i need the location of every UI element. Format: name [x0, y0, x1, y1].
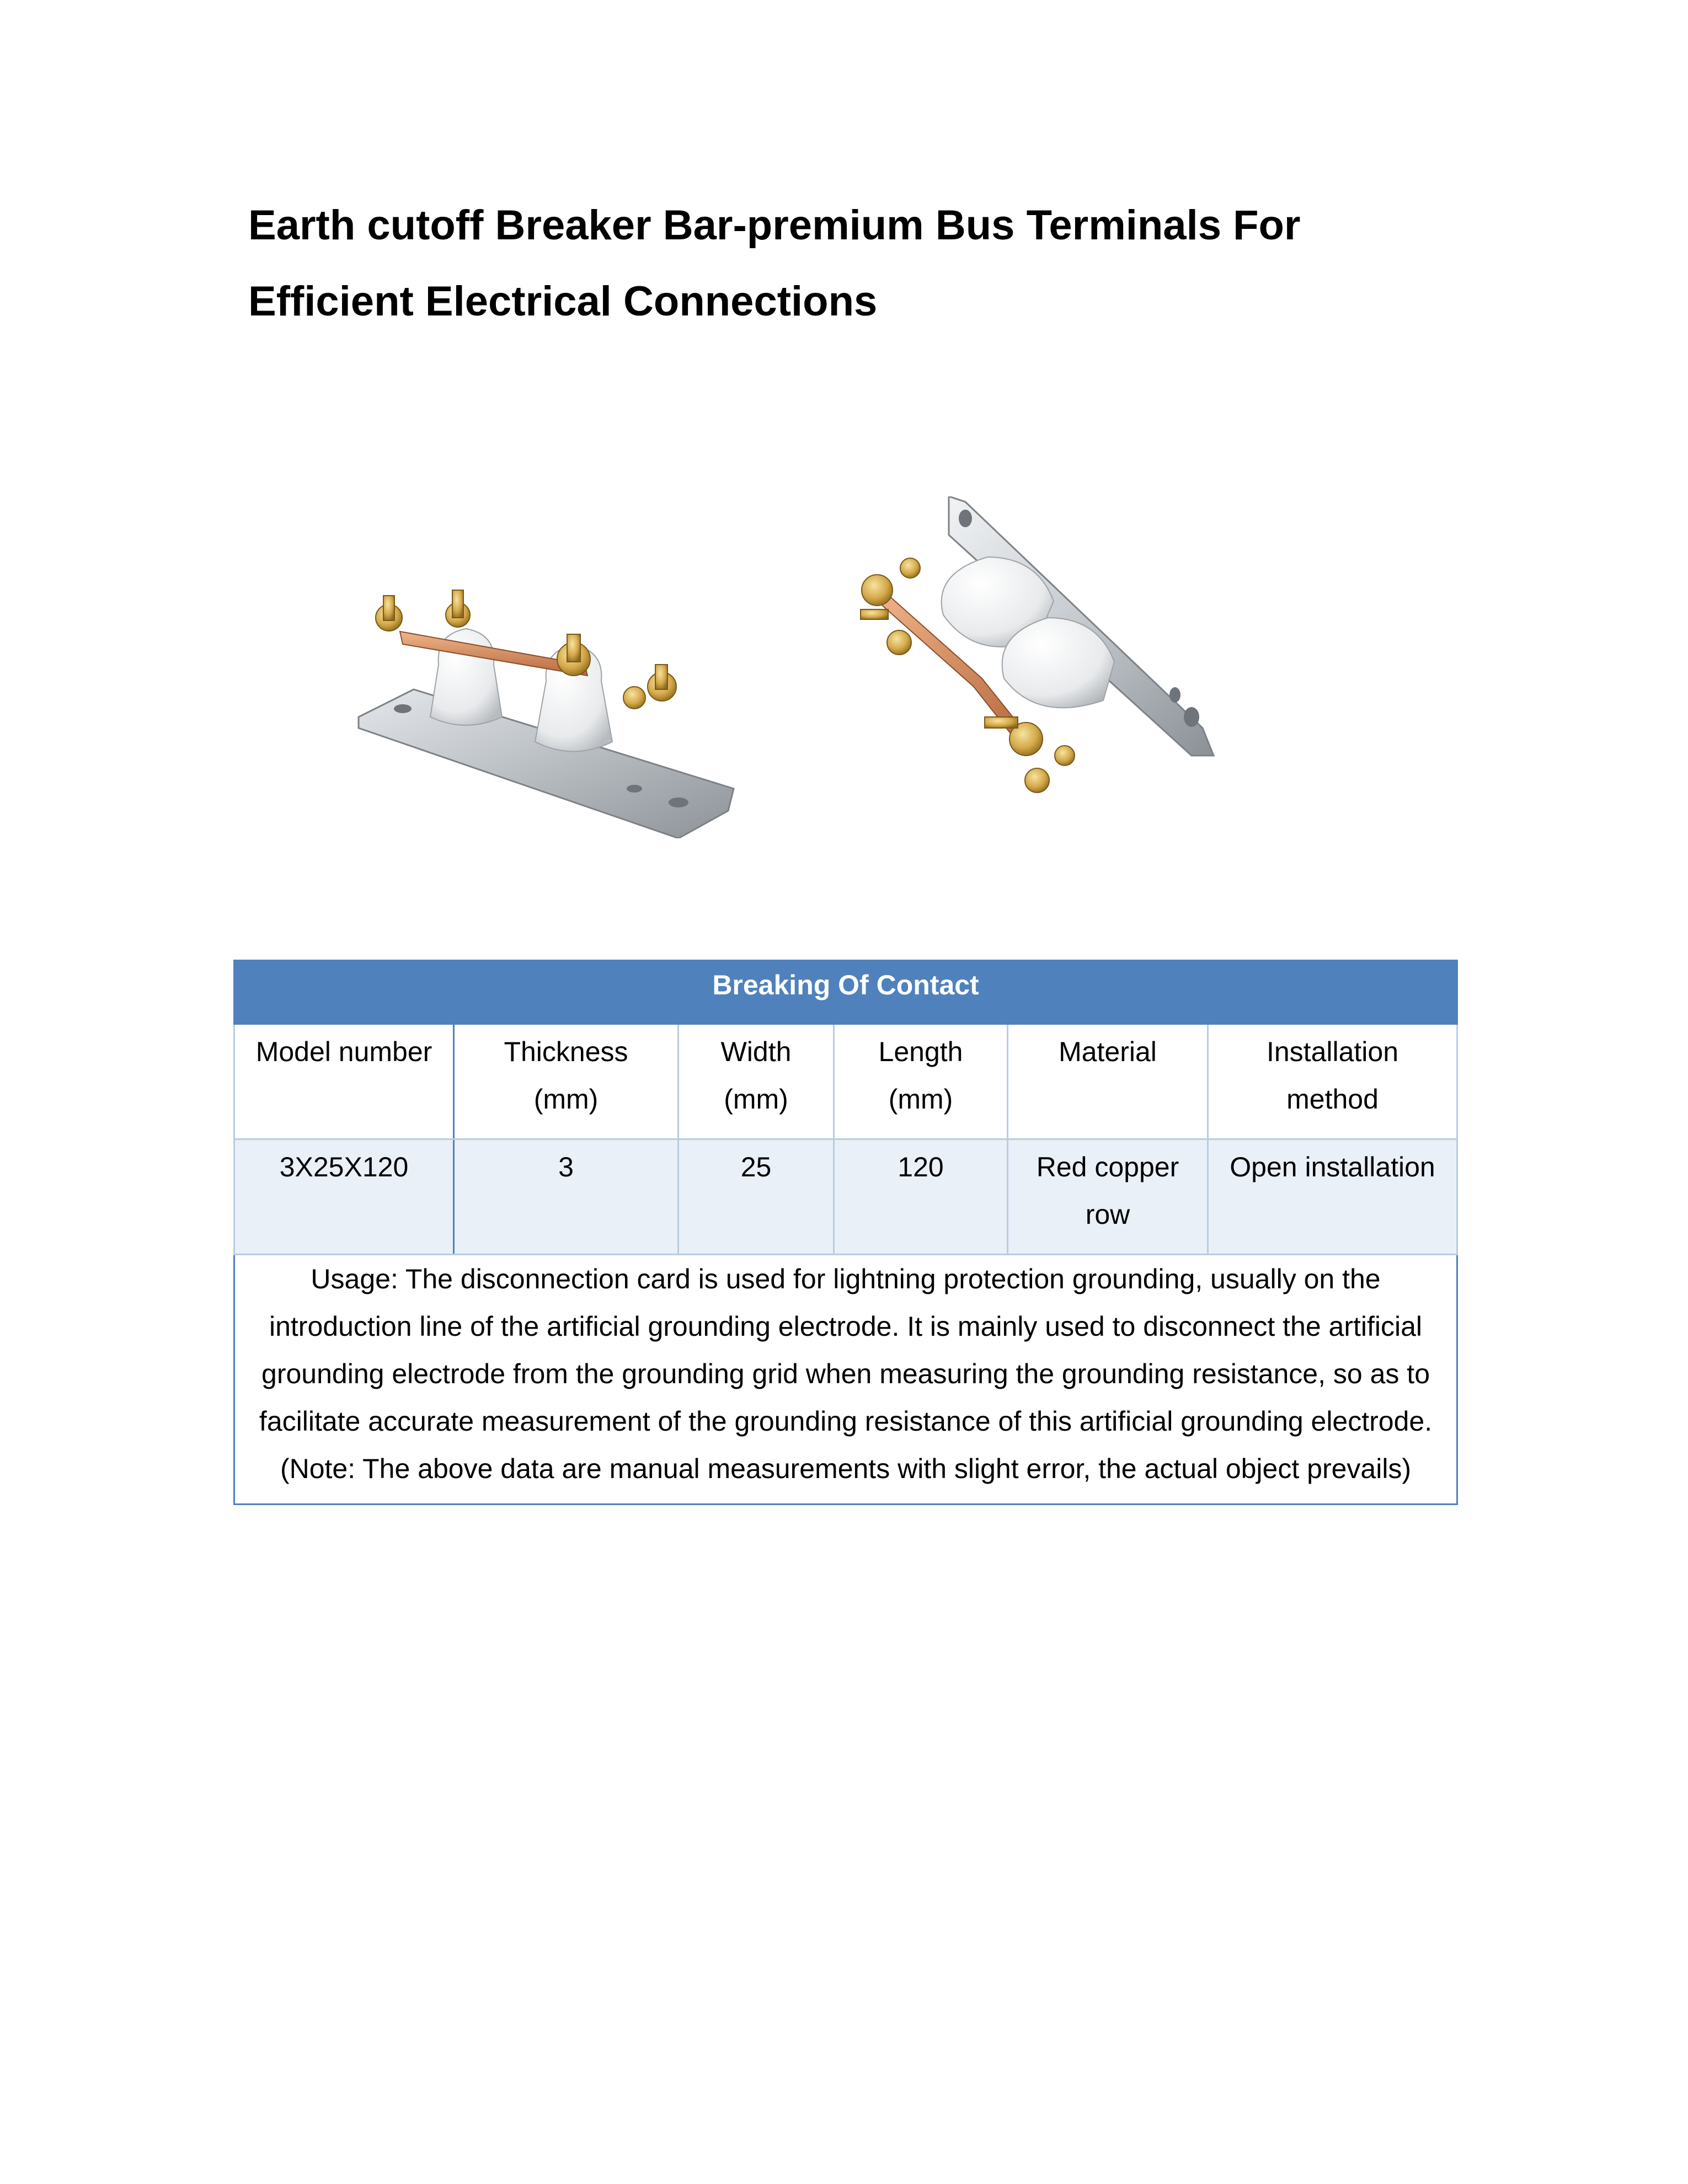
- cell-material-line1: Red copper: [1036, 1152, 1179, 1182]
- table-header-row: [234, 1024, 1457, 1139]
- header-material-text: Material: [1059, 1036, 1157, 1067]
- cell-model-number: 3X25X120: [234, 1139, 454, 1255]
- title-line-2: Efficient Electrical Connections: [248, 278, 878, 325]
- header-thickness-line1: Thickness: [504, 1036, 628, 1067]
- title-line-1: Earth cutoff Breaker Bar-premium Bus Terminals For: [248, 202, 1301, 249]
- cell-material: [1008, 1139, 1208, 1255]
- cell-length: 120: [834, 1139, 1008, 1255]
- header-thickness: [454, 1024, 679, 1139]
- header-installation-line1: Installation: [1266, 1036, 1399, 1067]
- page-title: [248, 188, 1462, 340]
- header-material: [1008, 1024, 1208, 1139]
- header-model-number-text: Model number: [255, 1036, 432, 1067]
- table-row: [234, 1139, 1457, 1255]
- usage-row: [234, 1255, 1457, 1505]
- table-caption-row: [234, 961, 1457, 1024]
- table-caption: Breaking Of Contact: [234, 961, 1457, 1024]
- header-length-line2: (mm): [888, 1084, 953, 1115]
- usage-text: Usage: The disconnection card is used for lightning protection grounding, usually on the introduction line of the artificial grounding electrode. It is mainly used to disconnect the artificial grounding electrode from the grounding grid when measuring the grounding resistance, so as to facilitate accurate measurement of the grounding resistance of this artificial grounding electrode. (Note: The above data are manual measurements with slight error, the actual object prevails): [234, 1255, 1457, 1505]
- product-image-front: [348, 552, 756, 838]
- product-image-angled: [850, 496, 1236, 805]
- cell-width: 25: [679, 1139, 834, 1255]
- header-width-line1: Width: [720, 1036, 792, 1067]
- cell-material-line2: row: [1085, 1199, 1130, 1230]
- header-width-line2: (mm): [724, 1084, 788, 1115]
- header-installation-line2: method: [1286, 1084, 1379, 1115]
- header-thickness-line2: (mm): [533, 1084, 599, 1115]
- spec-table: [233, 960, 1458, 1505]
- header-width: [679, 1024, 834, 1139]
- header-length: [834, 1024, 1008, 1139]
- header-model-number: [234, 1024, 454, 1139]
- cell-thickness: 3: [454, 1139, 679, 1255]
- header-length-line1: Length: [878, 1036, 963, 1067]
- header-installation: [1208, 1024, 1457, 1139]
- cell-installation: Open installation: [1208, 1139, 1457, 1255]
